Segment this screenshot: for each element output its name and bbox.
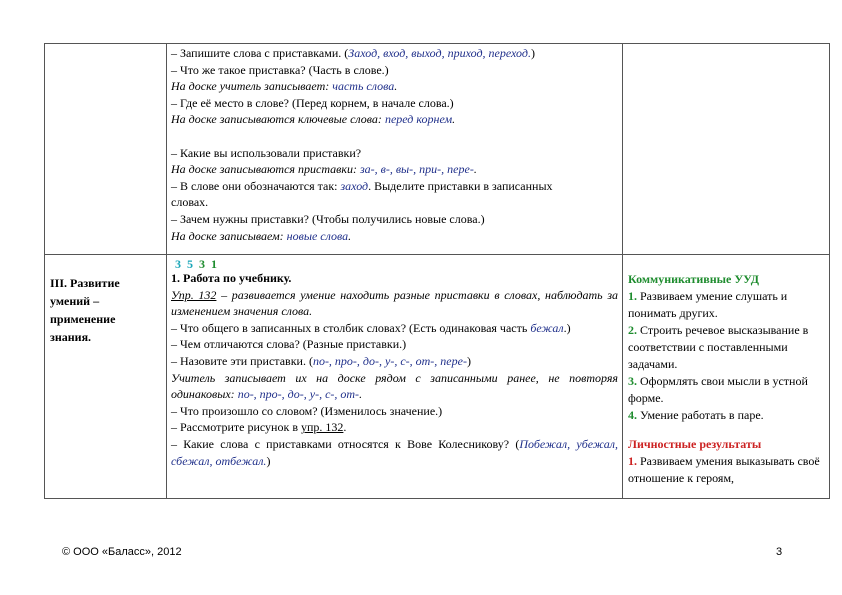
question-line: – Назовите эти приставки. (по-, про-, до-, у-, с-, от-, пере-) [171,353,471,368]
text-line: На доске учитель записывает: часть слова. [171,79,398,94]
uud-title: Коммуникативные УУД [628,272,760,286]
activity-cell [167,44,623,255]
text-line: – Зачем нужны приставки? (Чтобы получились новые слова.) [171,211,485,226]
personal-title: Личностные результаты [628,437,762,451]
text-line: – Где её место в слове? (Перед корнем, в начале слова.) [171,95,454,110]
text-line: словах. [171,195,209,210]
text-line: – В слове они обозначаются так: заход. Выделите приставки в записанных [171,178,553,193]
table-row [45,255,830,499]
question-line: – Что общего в записанных в столбик словах? (Есть одинаковая часть бежал.) [171,320,571,335]
question-line: – Рассмотрите рисунок в упр. 132. [171,420,347,435]
question-line: – Чем отличаются слова? (Разные приставки.) [171,337,407,352]
uud-item: 4. Умение работать в паре. [628,408,764,422]
text-line: – Запишите слова с приставками. (Заход, вход, выход, приход, переход.) [171,46,535,60]
text-line: – Какие вы использовали приставки? [171,145,362,160]
question-line: – Какие слова с приставками относятся к Вове Колесникову? (Побежал, убежал, сбежал, отбежал.) [171,436,618,468]
exercise-description: Упр. 132 – развивается умение находить разные приставки в словах, наблюдать за изменением значения слова. [171,287,618,319]
personal-item: 1. Развиваем умения выказывать своё отношение к героям, [628,454,820,485]
text-line: На доске записываются ключевые слова: перед корнем. [171,112,456,127]
rating-numbers: 3 5 3 1 [175,257,217,271]
activity-cell [167,255,623,499]
stage-cell [45,255,167,499]
uud-cell [623,255,830,499]
work-title: 1. Работа по учебнику. [171,271,292,285]
uud-item: 3. Оформлять свои мысли в устной форме. [628,374,808,405]
stage-title-line: III. Развитие [50,276,120,290]
text-line: На доске записываем: новые слова. [171,228,352,243]
question-line: – Что произошло со словом? (Изменилось значение.) [171,403,443,418]
stage-title-line: знания. [50,330,92,344]
text-line: – Что же такое приставка? (Часть в слове.) [171,62,389,77]
table-row [45,44,830,255]
stage-title-line: применение [50,312,116,326]
copyright-footer: © ООО «Баласс», 2012 [62,546,182,558]
stage-title-line: умений – [50,294,100,308]
stage-cell-empty [45,44,167,255]
teacher-note: Учитель записывает их на доске рядом с записанными ранее, не повторяя одинаковых: по-, про-, до-, у-, с-, от-. [171,370,618,402]
lesson-table [44,43,830,499]
text-line: На доске записываются приставки: за-, в-, вы-, при-, пере-. [171,162,477,177]
uud-item: 1. Развиваем умение слушать и понимать других. [628,289,788,320]
uud-item: 2. Строить речевое высказывание в соответствии с поставленными задачами. [628,323,809,371]
page-number: 3 [776,546,783,558]
uud-cell-empty [623,44,830,255]
